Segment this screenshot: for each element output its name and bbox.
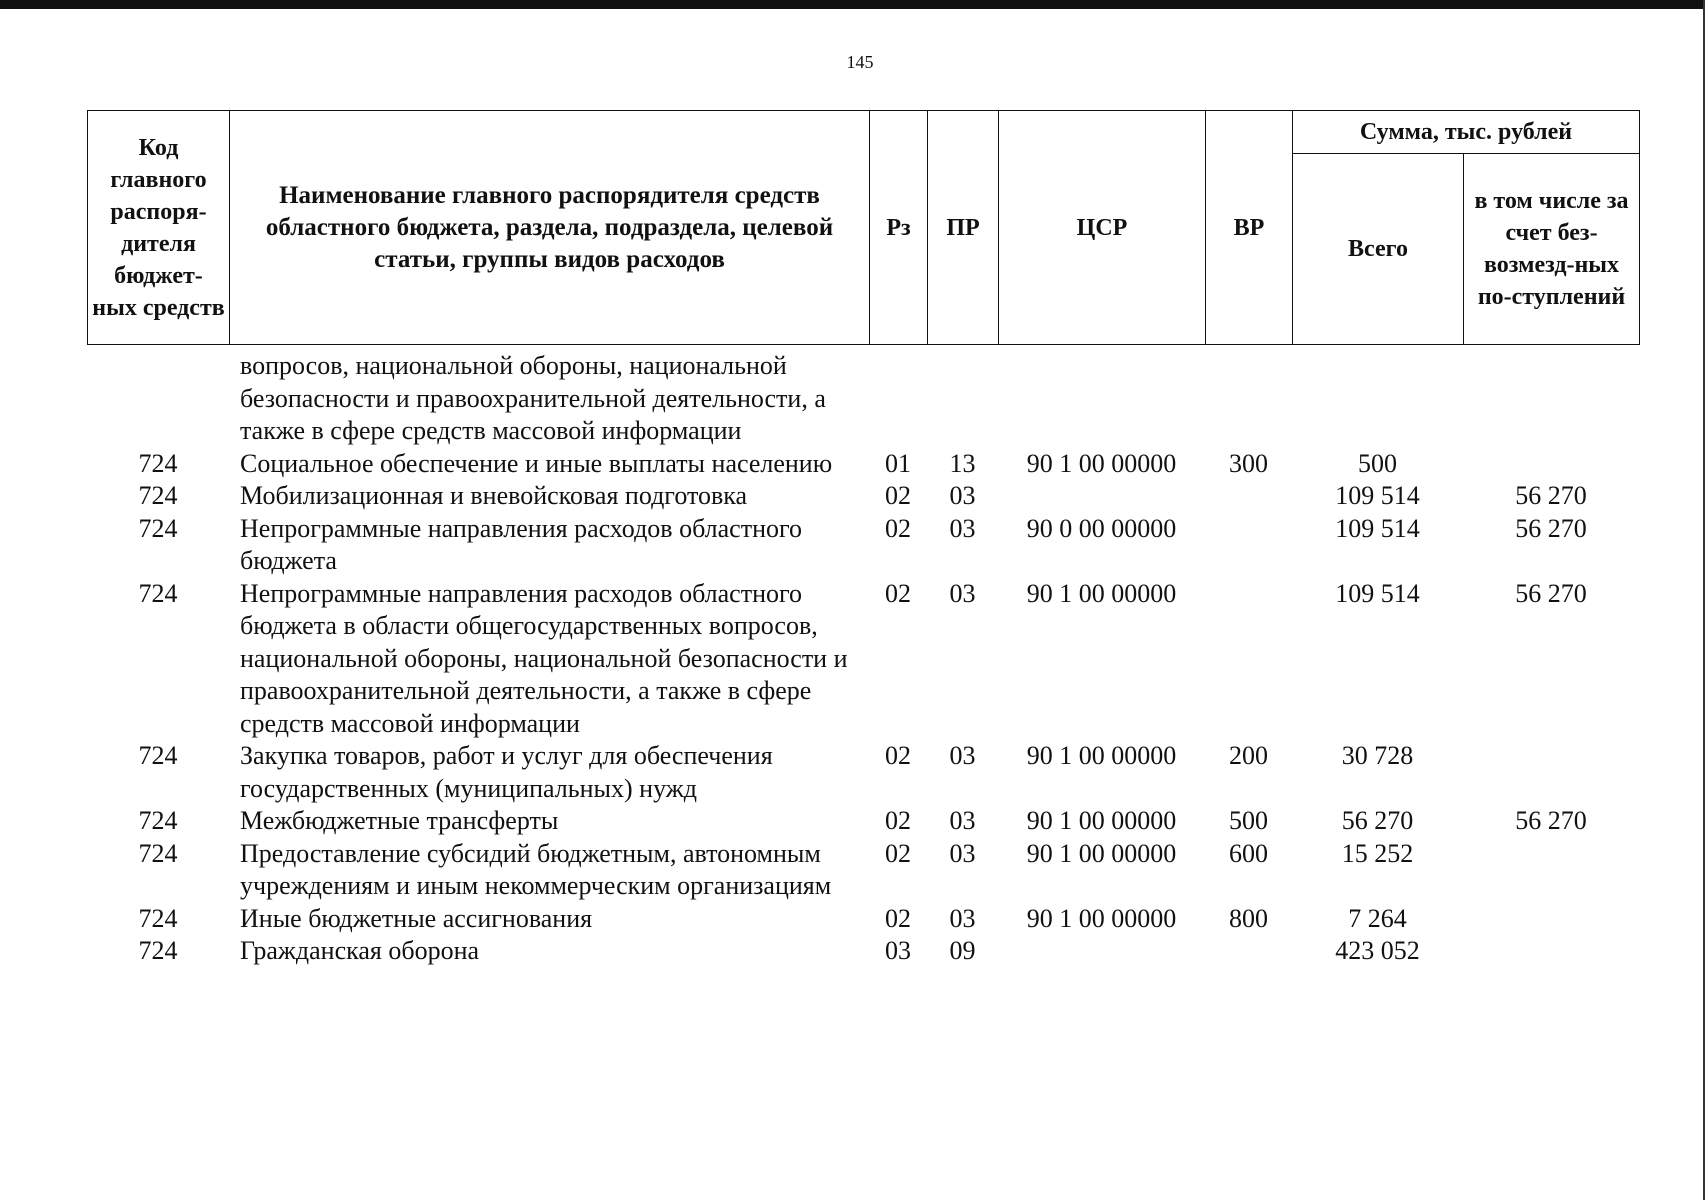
- row-name: Мобилизационная и вневойсковая подготовка: [240, 481, 748, 510]
- table-row: [87, 903, 1639, 936]
- row-vr: 200: [1229, 741, 1268, 770]
- row-pr: 03: [949, 513, 976, 543]
- row-grants: [1463, 740, 1639, 805]
- row-name: Непрограммные направления расходов областного бюджета: [240, 513, 802, 575]
- row-total: 109 514: [1335, 481, 1420, 510]
- table-row: [87, 448, 1639, 481]
- row-name: Предоставление субсидий бюджетным, автономным учреждениям и иным некоммерческим организациям: [240, 838, 832, 900]
- header-csr: ЦСР: [999, 111, 1206, 345]
- row-code: 724: [138, 838, 178, 868]
- row-total: 109 514: [1335, 513, 1420, 543]
- row-grants: 56 270: [1515, 513, 1587, 543]
- row-csr: [998, 935, 1205, 968]
- row-total: 56 270: [1341, 806, 1414, 835]
- row-vr: [1205, 513, 1292, 578]
- header-pr: ПР: [928, 111, 999, 345]
- row-total: 423 052: [1335, 936, 1420, 965]
- top-border: [0, 0, 1705, 9]
- row-grants: 56 270: [1515, 481, 1587, 510]
- row-total: [1292, 350, 1463, 448]
- row-total: 7 264: [1348, 903, 1407, 933]
- row-name: Закупка товаров, работ и услуг для обеспечения государственных (муниципальных) нужд: [240, 741, 773, 803]
- table-row: [87, 935, 1639, 968]
- table-header: [87, 110, 1640, 345]
- table-body: [87, 350, 1639, 968]
- row-pr: 03: [949, 481, 976, 510]
- row-rz: 02: [885, 481, 911, 510]
- row-code: 724: [138, 903, 178, 933]
- row-name: Гражданская оборона: [240, 936, 480, 965]
- row-code: 724: [138, 936, 178, 965]
- row-rz: 02: [885, 806, 911, 835]
- table-row: [87, 805, 1639, 838]
- row-vr: 600: [1229, 838, 1268, 868]
- row-pr: 03: [949, 578, 976, 608]
- header-total: Всего: [1293, 154, 1464, 345]
- row-vr: 300: [1229, 448, 1268, 478]
- row-pr: 13: [949, 448, 976, 478]
- row-code: 724: [138, 448, 178, 478]
- row-csr: 90 1 00 00000: [1026, 903, 1177, 933]
- header-code: Код главного распоря-дителя бюджет-ных средств: [88, 111, 230, 345]
- row-pr: 03: [949, 806, 976, 835]
- row-grants: [1463, 935, 1639, 968]
- table-row: [87, 480, 1639, 513]
- row-csr: 90 1 00 00000: [1026, 741, 1177, 770]
- table-row: [87, 350, 1639, 448]
- row-total: 500: [1358, 448, 1397, 478]
- header-grants: в том числе за счет без-возмезд-ных по-ступлений: [1464, 154, 1640, 345]
- row-pr: [927, 350, 998, 448]
- row-total: 109 514: [1335, 578, 1420, 608]
- row-rz: [869, 350, 927, 448]
- row-grants: [1463, 903, 1639, 936]
- header-rz: Рз: [870, 111, 928, 345]
- row-vr: 800: [1229, 903, 1268, 933]
- row-vr: [1205, 935, 1292, 968]
- row-pr: 09: [949, 936, 976, 965]
- row-grants: 56 270: [1515, 578, 1587, 608]
- row-name: Межбюджетные трансферты: [240, 806, 559, 835]
- row-vr: [1205, 578, 1292, 741]
- row-csr: 90 1 00 00000: [1026, 838, 1177, 868]
- row-csr: [998, 350, 1205, 448]
- row-grants: [1463, 448, 1639, 481]
- row-name: Социальное обеспечение и иные выплаты населению: [240, 448, 833, 478]
- row-pr: 03: [949, 903, 976, 933]
- row-total: 30 728: [1341, 741, 1414, 770]
- row-code: [87, 350, 229, 448]
- row-name: Иные бюджетные ассигнования: [240, 903, 593, 933]
- table-row: [87, 578, 1639, 741]
- row-pr: 03: [949, 838, 976, 868]
- table-row: [87, 838, 1639, 903]
- row-csr: 90 1 00 00000: [1026, 448, 1177, 478]
- row-vr: [1205, 480, 1292, 513]
- row-name: вопросов, национальной обороны, национальной безопасности и правоохранительной деятельности, а также в сфере средств массовой информации: [240, 351, 826, 445]
- row-total: 15 252: [1341, 838, 1414, 868]
- row-rz: 02: [885, 838, 911, 868]
- row-code: 724: [138, 513, 178, 543]
- table-row: [87, 740, 1639, 805]
- row-csr: 90 1 00 00000: [1026, 578, 1177, 608]
- row-rz: 02: [885, 741, 911, 770]
- page-number: 145: [846, 52, 874, 72]
- row-csr: [998, 480, 1205, 513]
- row-vr: [1205, 350, 1292, 448]
- row-rz: 02: [885, 903, 911, 933]
- row-rz: 01: [885, 448, 911, 478]
- row-code: 724: [138, 806, 178, 835]
- row-rz: 02: [885, 513, 911, 543]
- header-name: Наименование главного распорядителя средств областного бюджета, раздела, подраздела, целевой статьи, группы видов расходов: [230, 111, 870, 345]
- row-rz: 02: [885, 578, 911, 608]
- row-grants: [1463, 350, 1639, 448]
- row-grants: [1463, 838, 1639, 903]
- row-csr: 90 1 00 00000: [1026, 806, 1177, 835]
- row-code: 724: [138, 741, 178, 770]
- row-grants: 56 270: [1515, 806, 1587, 835]
- row-name: Непрограммные направления расходов областного бюджета в области общегосударственных вопросов, национальной обороны, национальной безопасности и правоохранительной деятельности, а также в сфере средств массовой информации: [240, 578, 848, 738]
- table-row: [87, 513, 1639, 578]
- row-code: 724: [138, 481, 178, 510]
- header-sum: Сумма, тыс. рублей: [1293, 111, 1640, 154]
- header-vr: ВР: [1206, 111, 1293, 345]
- row-csr: 90 0 00 00000: [1026, 513, 1177, 543]
- row-rz: 03: [885, 936, 911, 965]
- row-code: 724: [138, 578, 178, 608]
- row-vr: 500: [1229, 806, 1268, 835]
- row-pr: 03: [949, 741, 976, 770]
